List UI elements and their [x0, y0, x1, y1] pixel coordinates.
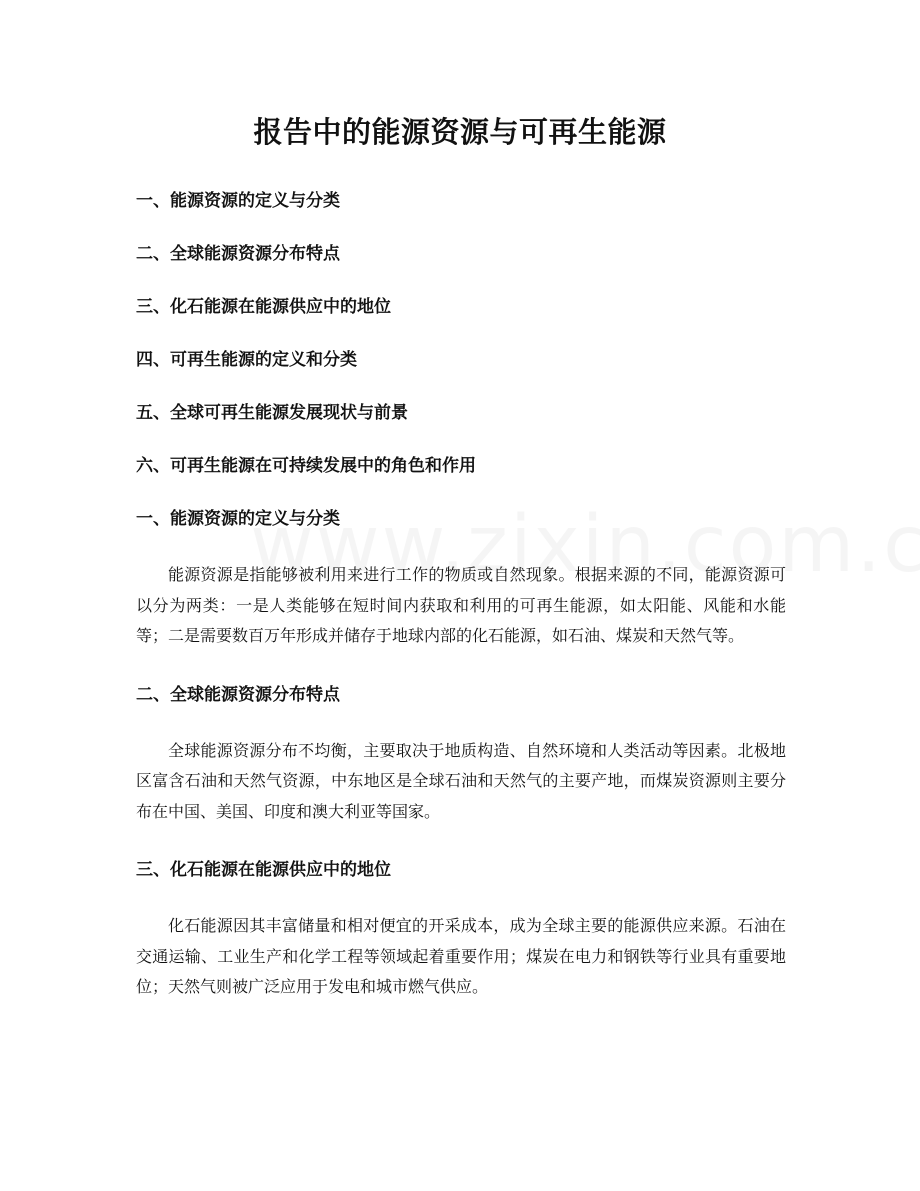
- section-body-2: 全球能源资源分布不均衡，主要取决于地质构造、自然环境和人类活动等因素。北极地区富含石油和天然气资源，中东地区是全球石油和天然气的主要产地，而煤炭资源则主要分布在中国、美国、印度和澳大利亚等国家。: [136, 740, 786, 821]
- section-heading-3: 三、化石能源在能源供应中的地位: [136, 860, 391, 880]
- toc-item-1: 一、能源资源的定义与分类: [136, 191, 340, 211]
- section-heading-1: 一、能源资源的定义与分类: [136, 509, 340, 529]
- document-sections: [136, 504, 786, 1031]
- toc-item-6: 六、可再生能源在可持续发展中的角色和作用: [136, 456, 476, 476]
- document-title: 报告中的能源资源与可再生能源: [253, 115, 667, 149]
- table-of-contents: [136, 186, 786, 504]
- section-body-1: 能源资源是指能够被利用来进行工作的物质或自然现象。根据来源的不同，能源资源可以分为两类：一是人类能够在短时间内获取和利用的可再生能源，如太阳能、风能和水能等；二是需要数百万年形成并储存于地球内部的化石能源，如石油、煤炭和天然气等。: [136, 565, 786, 645]
- toc-item-4: 四、可再生能源的定义和分类: [136, 350, 357, 370]
- section-heading-2: 二、全球能源资源分布特点: [136, 684, 340, 705]
- toc-item-5: 五、全球可再生能源发展现状与前景: [136, 403, 408, 423]
- toc-item-3: 三、化石能源在能源供应中的地位: [136, 297, 391, 317]
- toc-item-2: 二、全球能源资源分布特点: [136, 244, 340, 264]
- section-body-3: 化石能源因其丰富储量和相对便宜的开采成本，成为全球主要的能源供应来源。石油在交通运输、工业生产和化学工程等领域起着重要作用；煤炭在电力和钢铁等行业具有重要地位；天然气则被广泛应用于发电和城市燃气供应。: [136, 916, 786, 996]
